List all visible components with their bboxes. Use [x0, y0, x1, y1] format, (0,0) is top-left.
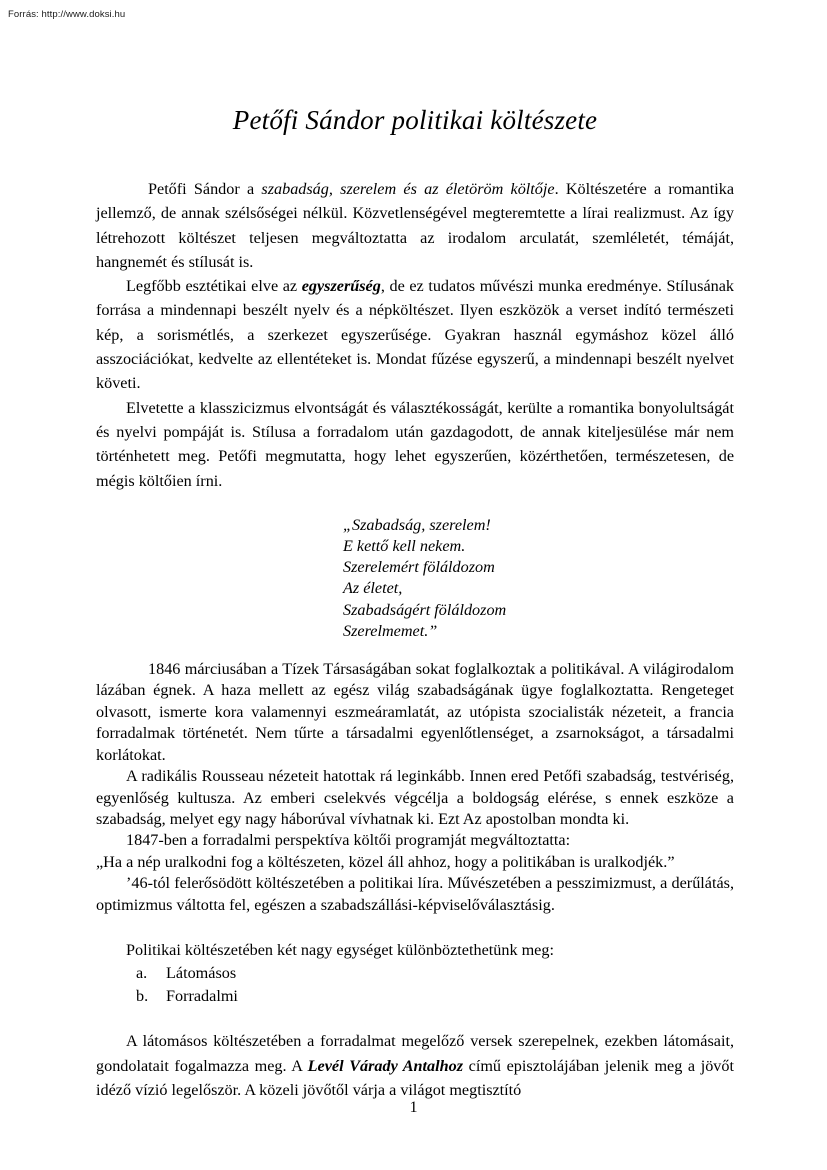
- spacer: [96, 642, 734, 659]
- document-body: [96, 177, 734, 1102]
- lettered-list: [96, 962, 734, 1007]
- paragraph-text: Petőfi Sándor a: [148, 180, 262, 198]
- poem-line: Az életet,: [343, 579, 403, 598]
- paragraph-1846: 1846 márciusában a Tízek Társaságában sokat foglalkoztak a politikával. A világirodalom lázában égnek. A haza mellett az egész világ szabadságának ügye foglalkoztatta. Rengeteget olvasott, ismerte kora valamennyi eszmeáramlatát, az utópista szocialisták nézeteit, a francia forradalmak történetét. Nem tűrte a társadalmi egyenlőtlenséget, a zsarnokságot, a társadalmi korlátokat.: [96, 660, 734, 764]
- paragraph-text-cont: , de ez tudatos művészi munka eredménye. Stílusának forrása a mindennapi beszélt nyelv és a népköltészet. Ilyen eszközök a verset indító természeti kép, a sorismétlés, a szerkezet egyszerűsége. Gyakran használ egymáshoz közel álló asszociációkat, kedvelte az ellentéteket is. Mondat fűzése egyszerű, a mindennapi beszélt nyelvet követi.: [96, 277, 735, 393]
- list-item-marker: a.: [136, 964, 148, 983]
- emphasis-poet-epithet: szabadság, szerelem és az életöröm költője: [261, 180, 555, 198]
- paragraph-classicism: Elvetette a klasszicizmus elvontságát és választékosságát, kerülte a romantika bonyolultságát és nyelvi pompáját is. Stílusa a forradalom után gazdagodott, de annak kiteljesülése már nem történhetett meg. Petőfi megmutatta, hogy lehet egyszerűen, közérthetően, természetesen, de mégis költőien írni.: [96, 398, 734, 490]
- paragraph-text: Legfőbb esztétikai elve az: [126, 277, 302, 296]
- paragraph-text: A látomásos költészetében a forradalmat megelőző versek szerepelnek, ezekben látomásait, gondolatait fogalmazza meg. A: [96, 1032, 734, 1075]
- spacer: [96, 916, 734, 938]
- poem-line: Szabadságért föláldozom: [343, 600, 507, 619]
- paragraph-list-intro: Politikai költészetében két nagy egységet különböztethetünk meg:: [126, 940, 554, 959]
- paragraph-1847: 1847-ben a forradalmi perspektíva költői programját megváltoztatta:: [126, 831, 571, 850]
- page-number: 1: [409, 1098, 418, 1116]
- list-item-label: Forradalmi: [166, 986, 238, 1005]
- poem-line: „Szabadság, szerelem!: [343, 515, 491, 534]
- spacer: [96, 1007, 734, 1029]
- poem-line: Szerelmemet.”: [343, 621, 438, 640]
- paragraph-intro: [96, 177, 734, 274]
- paragraph-quotation: „Ha a nép uralkodni fog a költészeten, közel áll ahhoz, hogy a politikában is uralkodjék.”: [96, 852, 675, 871]
- emphasis-simplicity: egyszerűség: [301, 277, 381, 296]
- paragraph-text-cont: című episztolájában jelenik meg a jövőt idéző vízió legelőször. A közeli jövőtől várja a világot megtisztító: [96, 1056, 734, 1100]
- list-item: [96, 985, 734, 1008]
- list-item-marker: b.: [136, 986, 149, 1005]
- poem-line: Szerelemért föláldozom: [343, 558, 495, 577]
- list-item-label: Látomásos: [166, 964, 237, 983]
- paragraph-latomasos: [96, 1029, 734, 1102]
- list-item: [96, 962, 734, 985]
- paragraph-rousseau: A radikális Rousseau nézeteit hatottak rá leginkább. Innen ered Petőfi szabadság, testvériség, egyenlőség kultusza. Az emberi cselekvés végcélja a boldogság elérése, s ennek eszköze a szabadság, melyet egy nagy háborúval vívhatnak ki. Ezt Az apostolban mondta ki.: [96, 767, 734, 828]
- spacer: [96, 493, 734, 515]
- poem-line: E kettő kell nekem.: [343, 537, 466, 556]
- source-watermark: Forrás: http://www.doksi.hu: [8, 9, 126, 20]
- emphasis-work-title: Levél Várady Antalhoz: [307, 1056, 464, 1075]
- poem-quote: [96, 515, 734, 642]
- page-title: Petőfi Sándor politikai költészete: [232, 105, 598, 135]
- paragraph-46-tol: ’46-tól felerősödött költészetében a politikai líra. Művészetében a pesszimizmust, a derűlátás, optimizmus váltotta fel, egészen a szabadszállási-képviselőválasztásig.: [96, 874, 734, 914]
- paragraph-aesthetics: [96, 274, 734, 395]
- paragraph-text-cont: . Költészetére a romantika jellemző, de annak szélsőségei nélkül. Közvetlenségével megteremtette a lírai realizmust. Az így létrehozott költészet teljesen megváltoztatta az irodalom arculatát, szemléletét, témáját, hangnemét és stílusát is.: [96, 180, 735, 271]
- tight-block: [96, 659, 734, 916]
